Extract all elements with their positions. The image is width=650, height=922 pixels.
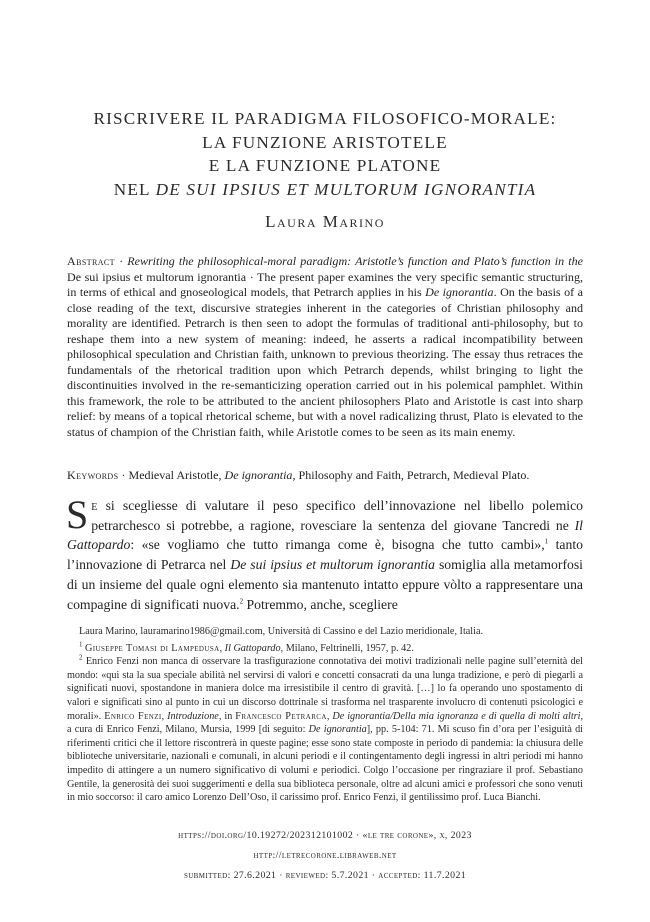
title-line-4-italic: DE SUI IPSIUS ET MULTORUM IGNORANTIA	[155, 179, 537, 199]
footnote-2-text-e: , a cura di Enrico Fenzi, Milano, Mursia, 1999 [di seguito:	[67, 710, 584, 736]
article-title	[30, 107, 620, 201]
body-part-2: : «se vogliamo che tutto rimanga come è, bisogna che tutto cambi»,	[130, 537, 545, 553]
footnote-2-text-a: Enrico Fenzi non manca di osservare la trasfigurazione connotativa dei motivi tradizionali nelle pagine sull’eternità del mondo: «qui sta la sua speciale abilità nel servirsi di valori e concetti consacrati da una lunga tradizione, e però di piegarli a significati nuovi, spostandone in maniera dolce ma irresistibile il centro di gravità. […] lo fa operando uno spostamento di valori e significati sino al punto in cui un discorso dottrinale si trasforma nel trasparente involucro di contenuti psicologici e morali».	[67, 656, 583, 722]
abstract-label: Abstract	[67, 254, 115, 268]
footnote-1-author: Giuseppe Tomasi di Lampedusa	[85, 642, 220, 654]
author-affiliation: Laura Marino, lauramarino1986@gmail.com, Università di Cassino e del Lazio meridionale, Italia.	[79, 626, 484, 637]
title-line-4	[30, 178, 620, 202]
abstract-separator: ·	[114, 254, 128, 268]
title-line-1: RISCRIVERE IL PARADIGMA FILOSOFICO-MORALE:	[93, 109, 557, 128]
footnote-1	[67, 642, 583, 656]
body-part-5: Potremmo, anche, scegliere	[243, 596, 398, 612]
footnote-2-author-1: Enrico Fenzi	[104, 710, 162, 722]
keywords	[67, 468, 587, 484]
abstract-title-roman: De sui ipsius et multorum ignorantia	[67, 269, 247, 284]
footnote-2-title-3: De ignorantia	[308, 724, 367, 736]
footnote-1-rest: , Milano, Feltrinelli, 1957, p. 42.	[280, 642, 414, 654]
footnote-1-sep: ,	[219, 642, 225, 654]
footnote-2-text-f: ], pp. 5-104: 71. Mi scuso fin d’ora per l’esiguità di riferimenti critici che il lettore riscontrerà in queste pagine; esse sono state composte in periodo di pandemia: la chiusura delle biblioteche universitarie, nazionali e comunali, in alcuni periodi e il contingentamento degli ingressi in altri periodi mi hanno impedito di attingere a un numero significativo di volumi e periodici. Colgo l’occasione per ringraziare il prof. Sebastiano Gentile, la generosità dei suoi suggerimenti e della sua biblioteca personale, oltre ad alcuni amici e professori che sono venuti in mio soccorso: il caro amico Lorenzo Dell’Oso, il carissimo prof. Enrico Fenzi, il gentilissimo prof. Luca Bianchi.	[67, 724, 583, 804]
footnote-2-text-b: ,	[161, 710, 168, 722]
body-paragraph	[66, 492, 584, 614]
abstract-title-italic: Rewriting the philosophical-moral paradigm: Aristotle’s function and Plato’s function in the	[127, 254, 583, 268]
footnote-1-title: Il Gattopardo	[224, 642, 281, 654]
abstract-body-italic: De ignorantia	[425, 285, 494, 300]
page-footer	[0, 826, 650, 886]
body-lead: e	[91, 498, 98, 513]
footnote-1-number: 1	[79, 640, 83, 649]
title-line-3: E LA FUNZIONE PLATONE	[208, 156, 442, 175]
footnotes	[67, 625, 583, 805]
title-line-2: LA FUNZIONE ARISTOTELE	[202, 132, 448, 152]
abstract	[67, 254, 583, 441]
footnote-ref-1[interactable]: 1	[544, 537, 549, 546]
drop-cap: S	[66, 492, 89, 537]
keywords-label: Keywords	[67, 468, 119, 482]
footnote-2-number: 2	[79, 653, 83, 662]
body-italic-1: Il Gattopardo	[67, 517, 583, 553]
footnote-2-text-c: , in	[218, 710, 236, 722]
author-name: Laura Marino	[265, 212, 385, 231]
abstract-body-1: · The present paper examines the very specific semantic structuring, in terms of ethical and gnoseological models, that Petrarch applies in his	[67, 269, 583, 300]
abstract-body-2: . On the basis of a close reading of the text, discursive strategies inherent in the categories of Christian philosophy and morality are identified. Petrarch is then seen to adopt the formulas of traditional anti-philosophy, but to reshape them into a new system of meaning: indeed, he asserts a radical incompatibility between philosophical speculation and Christian faith, unknown to previous theorizing. The essay thus retraces the fundamentals of the rhetorical tradition upon which Petrarch depends, whilst bringing to light the discontinuities involved in the re-semanticizing operation carried out in his polemical pamphlet. Within this framework, the role to be attributed to the ancient philosophers Plato and Aristotle is cast into sharp relief: by means of a topical rhetorical scheme, but with a novel radicalizing thrust, Plato is elevated to the status of champion of the Christian faith, while Aristotle comes to be seen as its main enemy.	[67, 285, 583, 440]
keywords-text-1: · Medieval Aristotle,	[118, 468, 225, 482]
footer-doi[interactable]: https://doi.org/10.19272/202312101002 · «le tre corone», x, 2023	[178, 830, 472, 841]
footnote-2	[67, 655, 583, 805]
footnote-2-title-2: De ignorantia/Della mia ignoranza e di quella di molti altri	[332, 710, 581, 722]
footnote-2-title-1: Introduzione	[167, 710, 219, 722]
footnote-ref-2[interactable]: 2	[239, 596, 244, 605]
footer-dates: submitted: 27.6.2021 · reviewed: 5.7.2021 · accepted: 11.7.2021	[183, 870, 467, 881]
footnote-2-text-d: ,	[326, 710, 333, 722]
title-line-4-prefix: NEL	[113, 179, 156, 199]
body-part-3: tanto l’innovazione di Petrarca nel	[67, 537, 584, 573]
body-italic-2: De sui ipsius et multorum ignorantia	[230, 557, 435, 573]
footer-url[interactable]: http://letrecorone.libraweb.net	[253, 850, 397, 861]
keywords-text-2: , Philosophy and Faith, Petrarch, Medieval Plato.	[292, 468, 530, 482]
body-part-4: somiglia alla metamorfosi di un insieme del quale ogni elemento sia mantenuto intatto eppure vòlto a rappresentare una compagine di significati nuova.	[67, 557, 583, 612]
body-part-1: si scegliesse di valutare il peso specifico dell’innovazione nel libello polemico petrarchesco si potrebbe, a ragione, rovesciare la sentenza del giovane Tancredi ne	[91, 498, 583, 533]
keywords-italic: De ignorantia	[224, 468, 293, 482]
footnote-2-author-2: Francesco Petrarca	[235, 710, 327, 722]
